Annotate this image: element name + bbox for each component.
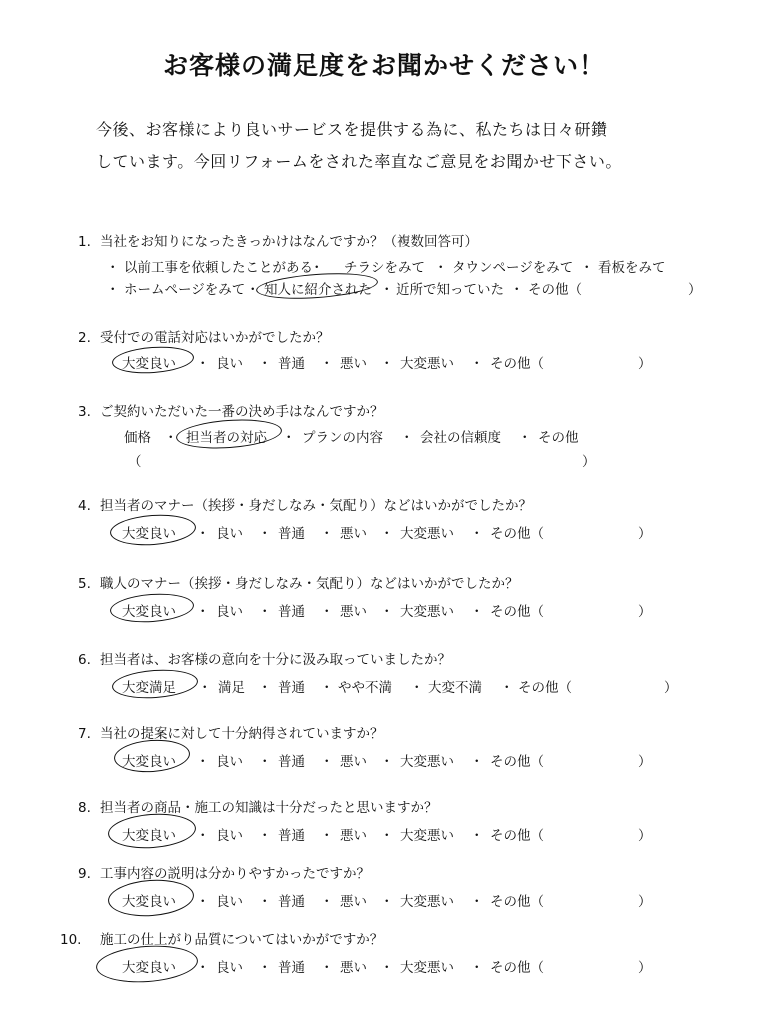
q6-other-close: ） xyxy=(664,680,678,696)
question-text: 施工の仕上がり品質についてはいかがですか？ xyxy=(100,932,384,948)
question-2 xyxy=(78,326,330,346)
separator: ・ xyxy=(470,604,484,620)
question-7 xyxy=(78,722,384,742)
question-number: 9. xyxy=(78,866,91,882)
separator: ・ xyxy=(258,894,272,910)
q9-option-very-good[interactable]: 大変良い xyxy=(122,894,176,910)
q2-option-normal[interactable]: 普通 xyxy=(278,356,305,372)
separator: ・ xyxy=(196,754,210,770)
separator: ・ xyxy=(310,260,324,276)
separator: ・ xyxy=(258,680,272,696)
q6-option-satisfied[interactable]: 満足 xyxy=(218,680,245,696)
q9-option-normal[interactable]: 普通 xyxy=(278,894,305,910)
separator: ・ xyxy=(380,356,394,372)
separator: ・ xyxy=(106,282,120,298)
q1-option-acquaintance[interactable]: 知人に紹介された xyxy=(264,282,372,298)
separator: ・ xyxy=(320,894,334,910)
q2-option-other[interactable]: その他（ xyxy=(490,356,544,372)
separator: ・ xyxy=(380,828,394,844)
intro-line-2: しています。今回リフォームをされた率直なご意見をお聞かせ下さい。 xyxy=(96,152,622,171)
q7-option-normal[interactable]: 普通 xyxy=(278,754,305,770)
q10-option-bad[interactable]: 悪い xyxy=(340,960,367,976)
q3-other-close: ） xyxy=(582,454,596,470)
q1-option-previous-work[interactable]: 以前工事を依頼したことがある xyxy=(124,260,313,276)
q4-option-bad[interactable]: 悪い xyxy=(340,526,367,542)
q2-option-very-bad[interactable]: 大変悪い xyxy=(400,356,454,372)
question-number: 1. xyxy=(78,234,91,250)
separator: ・ xyxy=(400,430,414,446)
separator: ・ xyxy=(518,430,532,446)
separator: ・ xyxy=(196,894,210,910)
q8-option-very-good[interactable]: 大変良い xyxy=(122,828,176,844)
q4-option-very-bad[interactable]: 大変悪い xyxy=(400,526,454,542)
q7-option-very-good[interactable]: 大変良い xyxy=(122,754,176,770)
separator: ・ xyxy=(258,754,272,770)
question-text: 当社をお知りになったきっかけはなんですか？（複数回答可） xyxy=(100,234,478,250)
q10-option-other[interactable]: その他（ xyxy=(490,960,544,976)
q4-option-normal[interactable]: 普通 xyxy=(278,526,305,542)
q4-option-other[interactable]: その他（ xyxy=(490,526,544,542)
separator: ・ xyxy=(198,680,212,696)
question-4 xyxy=(78,494,532,514)
separator: ・ xyxy=(320,680,334,696)
q10-option-good[interactable]: 良い xyxy=(216,960,243,976)
q7-option-bad[interactable]: 悪い xyxy=(340,754,367,770)
q1-option-homepage[interactable]: ホームページをみて xyxy=(124,282,246,298)
q9-option-very-bad[interactable]: 大変悪い xyxy=(400,894,454,910)
q5-option-other[interactable]: その他（ xyxy=(490,604,544,620)
separator: ・ xyxy=(258,604,272,620)
q5-option-normal[interactable]: 普通 xyxy=(278,604,305,620)
q7-option-very-bad[interactable]: 大変悪い xyxy=(400,754,454,770)
q3-other-line xyxy=(0,450,768,470)
separator: ・ xyxy=(320,604,334,620)
question-text: 担当者は、お客様の意向を十分に汲み取っていましたか？ xyxy=(100,652,451,668)
separator: ・ xyxy=(320,356,334,372)
separator: ・ xyxy=(380,604,394,620)
q3-option-price[interactable]: 価格 xyxy=(124,430,151,446)
separator: ・ xyxy=(580,260,594,276)
question-number: 6. xyxy=(78,652,91,668)
q8-option-good[interactable]: 良い xyxy=(216,828,243,844)
q8-option-normal[interactable]: 普通 xyxy=(278,828,305,844)
q1-option-neighborhood[interactable]: 近所で知っていた xyxy=(396,282,504,298)
question-text: 当社の提案に対して十分納得されていますか？ xyxy=(100,726,384,742)
separator: ・ xyxy=(470,960,484,976)
question-text: 担当者の商品・施工の知識は十分だったと思いますか？ xyxy=(100,800,438,816)
answer-circle-q8 xyxy=(107,811,197,851)
separator: ・ xyxy=(380,754,394,770)
q2-option-very-good[interactable]: 大変良い xyxy=(122,356,176,372)
q3-other-open: （ xyxy=(128,454,142,470)
question-text: 担当者のマナー（挨拶・身だしなみ・気配り）などはいかがでしたか？ xyxy=(100,498,532,514)
q3-options xyxy=(0,426,768,446)
separator: ・ xyxy=(380,282,394,298)
answer-circle-q4 xyxy=(109,512,197,548)
separator: ・ xyxy=(470,894,484,910)
question-10 xyxy=(60,928,383,948)
question-number: 2. xyxy=(78,330,91,346)
q5-option-bad[interactable]: 悪い xyxy=(340,604,367,620)
question-3 xyxy=(78,400,384,420)
separator: ・ xyxy=(410,680,424,696)
question-text: 職人のマナー（挨拶・身だしなみ・気配り）などはいかがでしたか？ xyxy=(100,576,519,592)
q3-option-plan[interactable]: プランの内容 xyxy=(302,430,383,446)
question-number: 5. xyxy=(78,576,91,592)
separator: ・ xyxy=(380,894,394,910)
q8-option-bad[interactable]: 悪い xyxy=(340,828,367,844)
q4-other-close: ） xyxy=(638,526,652,542)
q1-option-other[interactable]: その他（ xyxy=(528,282,582,298)
q1-option-flyer[interactable]: チラシをみて xyxy=(344,260,425,276)
question-text: ご契約いただいた一番の決め手はなんですか？ xyxy=(100,404,384,420)
separator: ・ xyxy=(470,356,484,372)
q6-option-other[interactable]: その他（ xyxy=(518,680,572,696)
q7-option-good[interactable]: 良い xyxy=(216,754,243,770)
q8-option-very-bad[interactable]: 大変悪い xyxy=(400,828,454,844)
question-text: 工事内容の説明は分かりやすかったですか？ xyxy=(100,866,370,882)
separator: ・ xyxy=(106,260,120,276)
separator: ・ xyxy=(320,828,334,844)
q10-option-very-good[interactable]: 大変良い xyxy=(122,960,176,976)
separator: ・ xyxy=(320,526,334,542)
question-number: 10. xyxy=(60,932,82,948)
q3-option-trust[interactable]: 会社の信頼度 xyxy=(420,430,501,446)
answer-circle-q3 xyxy=(175,416,283,451)
q2-option-good[interactable]: 良い xyxy=(216,356,243,372)
question-8 xyxy=(78,796,438,816)
q3-option-other[interactable]: その他 xyxy=(538,430,579,446)
question-number: 4. xyxy=(78,498,91,514)
separator: ・ xyxy=(246,282,260,298)
separator: ・ xyxy=(320,960,334,976)
q2-option-bad[interactable]: 悪い xyxy=(340,356,367,372)
separator: ・ xyxy=(258,828,272,844)
question-number: 8. xyxy=(78,800,91,816)
separator: ・ xyxy=(320,754,334,770)
page-title: お客様の満足度をお聞かせください！ xyxy=(162,51,605,80)
question-1 xyxy=(78,230,478,250)
separator: ・ xyxy=(164,430,178,446)
intro-line-1: 今後、お客様により良いサービスを提供する為に、私たちは日々研鑽 xyxy=(96,120,608,139)
q9-option-bad[interactable]: 悪い xyxy=(340,894,367,910)
q2-other-close: ） xyxy=(638,356,652,372)
q1-options-line-2 xyxy=(0,278,768,298)
question-number: 7. xyxy=(78,726,91,742)
separator: ・ xyxy=(470,754,484,770)
q9-option-other[interactable]: その他（ xyxy=(490,894,544,910)
q8-option-other[interactable]: その他（ xyxy=(490,828,544,844)
q5-option-very-good[interactable]: 大変良い xyxy=(122,604,176,620)
q1-option-townpage[interactable]: タウンページをみて xyxy=(452,260,574,276)
separator: ・ xyxy=(196,356,210,372)
question-9 xyxy=(78,862,370,882)
question-5 xyxy=(78,572,519,592)
separator: ・ xyxy=(380,960,394,976)
q1-other-close: ） xyxy=(688,282,702,298)
separator: ・ xyxy=(258,526,272,542)
q5-option-good[interactable]: 良い xyxy=(216,604,243,620)
q6-option-somewhat-unsatisfied[interactable]: やや不満 xyxy=(338,680,392,696)
q1-option-signboard[interactable]: 看板をみて xyxy=(598,260,666,276)
separator: ・ xyxy=(258,356,272,372)
q4-option-good[interactable]: 良い xyxy=(216,526,243,542)
separator: ・ xyxy=(196,828,210,844)
q5-option-very-bad[interactable]: 大変悪い xyxy=(400,604,454,620)
separator: ・ xyxy=(196,526,210,542)
answer-circle-q10 xyxy=(95,942,199,985)
separator: ・ xyxy=(470,526,484,542)
q8-other-close: ） xyxy=(638,828,652,844)
answer-circle-q9 xyxy=(107,877,195,919)
q7-other-close: ） xyxy=(638,754,652,770)
q9-other-close: ） xyxy=(638,894,652,910)
q10-option-very-bad[interactable]: 大変悪い xyxy=(400,960,454,976)
q6-option-very-satisfied[interactable]: 大変満足 xyxy=(122,680,176,696)
q6-option-normal[interactable]: 普通 xyxy=(278,680,305,696)
separator: ・ xyxy=(282,430,296,446)
separator: ・ xyxy=(470,828,484,844)
separator: ・ xyxy=(380,526,394,542)
separator: ・ xyxy=(510,282,524,298)
q3-option-staff[interactable]: 担当者の対応 xyxy=(186,430,267,446)
question-6 xyxy=(78,648,451,668)
q1-options-line-1 xyxy=(0,256,768,276)
q9-option-good[interactable]: 良い xyxy=(216,894,243,910)
question-number: 3. xyxy=(78,404,91,420)
separator: ・ xyxy=(258,960,272,976)
q6-option-very-unsatisfied[interactable]: 大変不満 xyxy=(428,680,482,696)
q10-option-normal[interactable]: 普通 xyxy=(278,960,305,976)
separator: ・ xyxy=(196,960,210,976)
separator: ・ xyxy=(196,604,210,620)
question-text: 受付での電話対応はいかがでしたか？ xyxy=(100,330,330,346)
q4-option-very-good[interactable]: 大変良い xyxy=(122,526,176,542)
q5-other-close: ） xyxy=(638,604,652,620)
separator: ・ xyxy=(500,680,514,696)
q7-option-other[interactable]: その他（ xyxy=(490,754,544,770)
separator: ・ xyxy=(434,260,448,276)
q10-other-close: ） xyxy=(638,960,652,976)
